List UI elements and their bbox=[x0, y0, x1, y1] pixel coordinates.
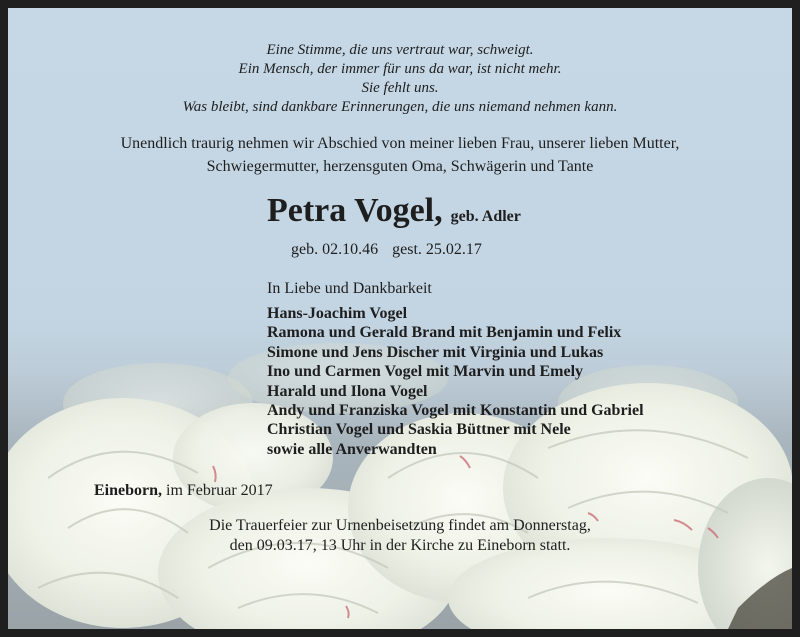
mourner-entry: Ino und Carmen Vogel mit Marvin und Emely bbox=[267, 363, 584, 381]
mourner-entry: sowie alle Anverwandten bbox=[267, 440, 437, 458]
poem-line: Ein Mensch, der immer für uns da war, ist nicht mehr. bbox=[238, 61, 562, 77]
deceased-name-line bbox=[267, 192, 521, 230]
mourners-list bbox=[267, 304, 644, 459]
mourner-entry: Simone und Jens Discher mit Virginia und Lukas bbox=[267, 343, 604, 361]
poem-line: Sie fehlt uns. bbox=[361, 80, 439, 96]
deceased-name: Petra Vogel, bbox=[267, 192, 443, 229]
thanks-line: In Liebe und Dankbarkeit bbox=[267, 280, 432, 297]
funeral-service-info bbox=[8, 516, 792, 556]
poem bbox=[8, 41, 792, 117]
mourner-entry: Andy und Franziska Vogel mit Konstantin und Gabriel bbox=[267, 402, 644, 420]
death-date: gest. 25.02.17 bbox=[392, 241, 482, 258]
place-town: Eineborn, bbox=[94, 482, 163, 499]
mourner-entry: Ramona und Gerald Brand mit Benjamin und Felix bbox=[267, 324, 622, 342]
place-and-date bbox=[94, 482, 273, 500]
service-line: Die Trauerfeier zur Urnenbeisetzung findet am Donnerstag, bbox=[209, 517, 591, 534]
poem-line: Was bleibt, sind dankbare Erinnerungen, die uns niemand nehmen kann. bbox=[182, 99, 618, 115]
maiden-name: geb. Adler bbox=[450, 208, 521, 225]
intro-text bbox=[8, 132, 792, 178]
place-date: im Februar 2017 bbox=[166, 482, 273, 499]
mourner-entry: Harald und Ilona Vogel bbox=[267, 382, 428, 400]
obituary-notice bbox=[8, 8, 792, 629]
birth-date: geb. 02.10.46 bbox=[291, 241, 379, 258]
life-dates bbox=[291, 241, 482, 259]
mourner-entry: Hans-Joachim Vogel bbox=[267, 305, 408, 322]
poem-line: Eine Stimme, die uns vertraut war, schweigt. bbox=[266, 42, 534, 58]
intro-line: Unendlich traurig nehmen wir Abschied von meiner lieben Frau, unserer lieben Mutter, bbox=[120, 135, 680, 152]
mourner-entry: Christian Vogel und Saskia Büttner mit Nele bbox=[267, 421, 571, 439]
service-line: den 09.03.17, 13 Uhr in der Kirche zu Eineborn statt. bbox=[229, 537, 571, 554]
intro-line: Schwiegermutter, herzensguten Oma, Schwägerin und Tante bbox=[206, 158, 594, 175]
